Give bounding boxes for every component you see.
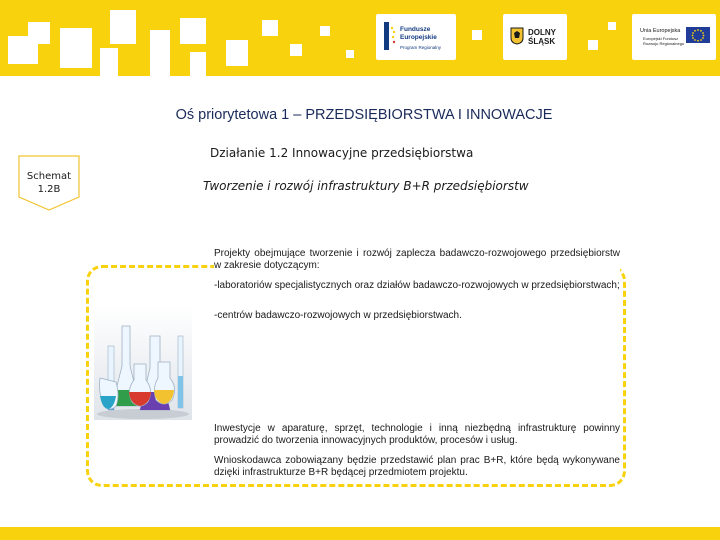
- scheme-label: [18, 170, 80, 196]
- region-logo-line1: DOLNY: [528, 28, 556, 37]
- banner-square: [150, 30, 170, 76]
- banner-square: [320, 26, 330, 36]
- scheme-heading: Tworzenie i rozwój infrastruktury B+R przedsiębiorstw: [203, 179, 529, 193]
- scheme-label-line2: 1.2B: [37, 184, 61, 195]
- banner-square: [588, 40, 598, 50]
- footer-bar: [0, 527, 720, 540]
- region-logo-line2: ŚLĄSK: [528, 37, 556, 46]
- action-heading: Działanie 1.2 Innowacyjne przedsiębiorstwa: [210, 146, 474, 160]
- banner-square: [180, 18, 206, 44]
- scheme-label-line1: Schemat: [26, 171, 72, 182]
- eu-logo-line1: Unia Europejska: [640, 28, 681, 34]
- banner-square: [472, 30, 482, 40]
- banner-square: [290, 44, 302, 56]
- funds-logo-line1: Fundusze: [400, 26, 431, 33]
- eagle-crest-icon: [510, 27, 524, 45]
- list-item: -laboratoriów specjalistycznych oraz działów badawczo-rozwojowych w przedsiębiorstwach;: [214, 280, 620, 291]
- laboratory-glassware-icon: [94, 306, 192, 420]
- banner-square: [226, 40, 248, 66]
- banner-square: [190, 52, 206, 76]
- funds-logo-icon: [384, 22, 396, 50]
- applicant-paragraph: Wnioskodawca zobowiązany będzie przedstawić plan prac B+R, które będą wykonywane dzięki infrastrukturze B+R będącej przedmiotem projektu.: [214, 455, 620, 478]
- investment-paragraph: Inwestycje w aparaturę, sprzęt, technologie i inną niezbędną infrastrukturę powinny prowadzić do tworzenia innowacyjnych produktów, procesów i usług.: [214, 423, 620, 446]
- projects-intro: Projekty obejmujące tworzenie i rozwój zaplecza badawczo-rozwojowego przedsiębiorstw w zakresie dotyczącym:: [214, 248, 620, 274]
- eu-flag-icon: [686, 27, 710, 43]
- funds-logo-line2: Europejskie: [400, 34, 437, 41]
- funds-logo-line3: Program Regionalny: [400, 45, 442, 50]
- banner-square: [60, 28, 92, 68]
- header-banner: [0, 0, 720, 76]
- eu-logo-line3: Rozwoju Regionalnego: [643, 41, 685, 46]
- slide-title: Oś priorytetowa 1 – PRZEDSIĘBIORSTWA I INNOWACJE: [175, 107, 553, 123]
- banner-square: [346, 50, 354, 58]
- eu-logo-line2: Europejski Fundusz: [643, 36, 679, 41]
- banner-square: [110, 10, 136, 44]
- list-item: -centrów badawczo-rozwojowych w przedsiębiorstwach.: [214, 310, 462, 321]
- banner-square: [28, 22, 50, 44]
- banner-square: [608, 22, 616, 30]
- banner-square: [262, 20, 278, 36]
- banner-square: [100, 48, 118, 76]
